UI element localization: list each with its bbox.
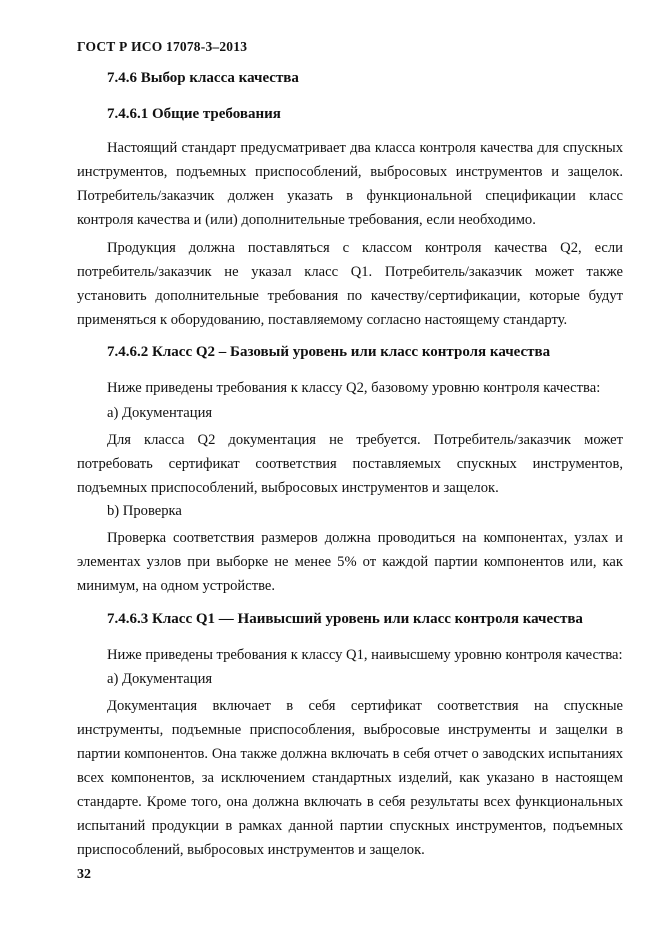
q1-item-a-text: Документация включает в себя сертификат соответствия на спускные инструменты, подъемные приспособления, выбросовые инструменты и защелки в партии компонентов. Она также должна включать в себя отчет о заводских испытаниях всех компонентов, за исключением стандартных изделий, как указано в настоящем стандарте. Кроме того, она должна включать в себя результаты всех функциональных испытаний продукции в рамках данной партии спускных инструментов, подъемных приспособлений, выбросовых инструментов и защелок. [77,698,623,858]
q2-item-b-label: b) Проверка [107,503,182,519]
section-heading-7-4-6-3: 7.4.6.3 Класс Q1 — Наивысший уровень или класс контроля качества [107,611,583,627]
standard-code-header: ГОСТ Р ИСО 17078-3–2013 [77,39,248,54]
q1-intro: Ниже приведены требования к классу Q1, наивысшему уровню контроля качества: [107,647,623,663]
paragraph-general-1: Настоящий стандарт предусматривает два класса контроля качества для спускных инструментов, подъемных приспособлений, выбросовых инструментов и защелок. Потребитель/заказчик должен указать в функциональной спецификации класс контроля качества и (или) дополнительные требования, если необходимо. [77,140,623,228]
q2-item-a-label: a) Документация [107,405,213,421]
section-heading-7-4-6: 7.4.6 Выбор класса качества [107,70,299,86]
q2-item-a-text: Для класса Q2 документация не требуется. Потребитель/заказчик может потребовать сертификат соответствия поставляемых спускных инструментов, подъемных приспособлений, выбросовых инструментов и защелок. [77,432,623,496]
page-number: 32 [77,867,91,882]
paragraph-general-2: Продукция должна поставляться с классом контроля качества Q2, если потребитель/заказчик не указал класс Q1. Потребитель/заказчик может также установить дополнительные требования по качеству/сертификации, которые будут применяться к оборудованию, поставляемому согласно настоящему стандарту. [77,240,623,328]
q2-intro: Ниже приведены требования к классу Q2, базовому уровню контроля качества: [107,380,601,396]
section-heading-7-4-6-2: 7.4.6.2 Класс Q2 – Базовый уровень или класс контроля качества [107,344,551,360]
q1-item-a-label: a) Документация [107,671,213,687]
q2-item-b-text: Проверка соответствия размеров должна проводиться на компонентах, узлах и элементах узлов при выборке не менее 5% от каждой партии компонентов или, как минимум, на одном устройстве. [77,530,623,594]
section-heading-7-4-6-1: 7.4.6.1 Общие требования [107,106,281,122]
